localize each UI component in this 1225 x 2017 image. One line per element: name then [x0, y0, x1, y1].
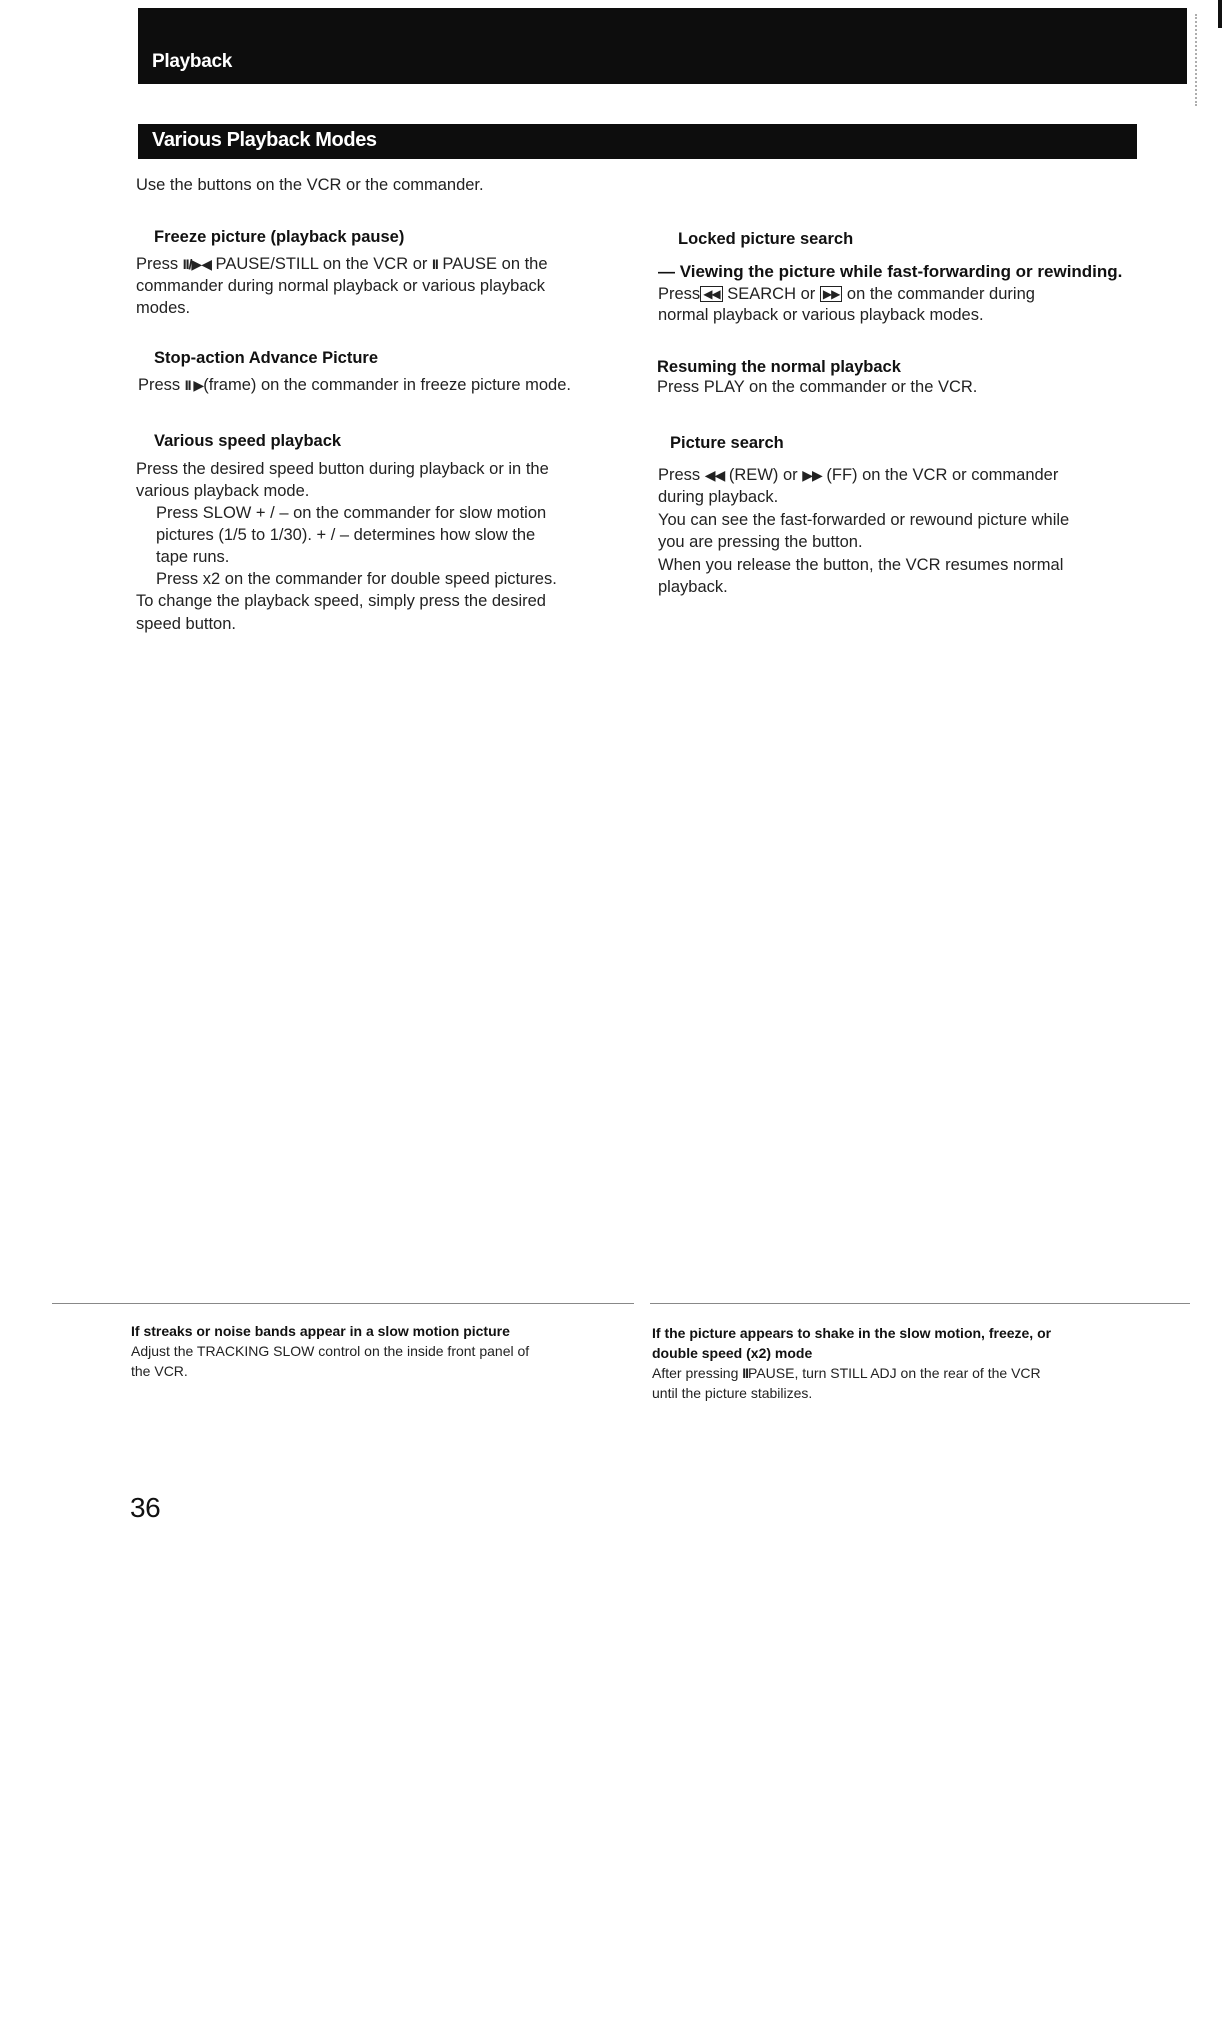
speed-line: various playback mode.: [136, 482, 310, 500]
section-header-bar: [138, 124, 1137, 159]
locked-search-line-2: normal playback or various playback modes.: [658, 306, 984, 324]
speed-heading: Various speed playback: [154, 432, 342, 450]
picture-search-line: playback.: [658, 578, 728, 596]
stop-action-heading: Stop-action Advance Picture: [154, 349, 379, 367]
speed-line: speed button.: [136, 615, 236, 633]
freeze-heading: Freeze picture (playback pause): [154, 228, 405, 246]
chapter-title: Playback: [152, 51, 232, 72]
pause-icon: II: [742, 1365, 749, 1381]
rewind-icon: ◀◀: [704, 467, 725, 483]
speed-line: pictures (1/5 to 1/30). + / – determines how slow the: [156, 526, 536, 544]
speed-line: Press SLOW + / – on the commander for slow motion: [156, 504, 547, 522]
picture-search-line-1: Press ◀◀ (REW) or ▶▶ (FF) on the VCR or commander: [658, 466, 1059, 484]
divider-right: [650, 1303, 1190, 1304]
speed-line: To change the playback speed, simply press the desired: [136, 592, 546, 610]
edge-mark: [1218, 0, 1222, 28]
edge-dots: [1193, 14, 1197, 106]
freeze-line-1: Press II/▶◀ PAUSE/STILL on the VCR or II PAUSE on the: [136, 255, 548, 273]
forward-search-icon: ▶▶: [820, 286, 842, 302]
speed-line: Press the desired speed button during playback or in the: [136, 460, 549, 478]
note-right-heading-2: double speed (x2) mode: [652, 1345, 813, 1361]
locked-search-subheading: — Viewing the picture while fast-forwarding or rewinding.: [658, 262, 1123, 281]
freeze-line-2: commander during normal playback or various playback: [136, 277, 546, 295]
picture-search-line: you are pressing the button.: [658, 533, 863, 551]
note-left-line-1: Adjust the TRACKING SLOW control on the inside front panel of: [131, 1343, 530, 1359]
note-right-line-1: After pressing IIPAUSE, turn STILL ADJ on the rear of the VCR: [652, 1365, 1041, 1381]
note-right-heading-1: If the picture appears to shake in the slow motion, freeze, or: [652, 1325, 1052, 1341]
rewind-search-icon: ◀◀: [700, 286, 722, 302]
resume-heading: Resuming the normal playback: [657, 358, 901, 376]
section-title: Various Playback Modes: [152, 129, 377, 151]
speed-line: Press x2 on the commander for double speed pictures.: [156, 570, 557, 588]
picture-search-line: You can see the fast-forwarded or rewound picture while: [658, 511, 1070, 529]
picture-search-heading: Picture search: [670, 434, 784, 452]
picture-search-line: during playback.: [658, 488, 779, 506]
pause-play-icon: II/▶◀: [182, 256, 211, 272]
locked-search-heading: Locked picture search: [678, 230, 854, 248]
frame-advance-icon: II ▶: [184, 377, 204, 393]
resume-line: Press PLAY on the commander or the VCR.: [657, 378, 978, 396]
note-left-line-2: the VCR.: [131, 1363, 188, 1379]
locked-search-line-1: Press ◀◀ SEARCH or ▶▶ on the commander during: [658, 285, 1035, 303]
freeze-line-3: modes.: [136, 299, 191, 317]
stop-action-line: Press II ▶(frame) on the commander in freeze picture mode.: [138, 376, 571, 394]
pause-icon: II: [431, 256, 438, 272]
fast-forward-icon: ▶▶: [802, 467, 822, 483]
chapter-header-bar: [138, 8, 1187, 84]
divider-left: [52, 1303, 634, 1304]
note-left-heading: If streaks or noise bands appear in a slow motion picture: [131, 1323, 510, 1339]
speed-line: tape runs.: [156, 548, 230, 566]
intro-text: Use the buttons on the VCR or the commander.: [136, 176, 484, 194]
picture-search-line: When you release the button, the VCR resumes normal: [658, 556, 1064, 574]
page-number: 36: [130, 1492, 161, 1523]
note-right-line-2: until the picture stabilizes.: [652, 1385, 813, 1401]
